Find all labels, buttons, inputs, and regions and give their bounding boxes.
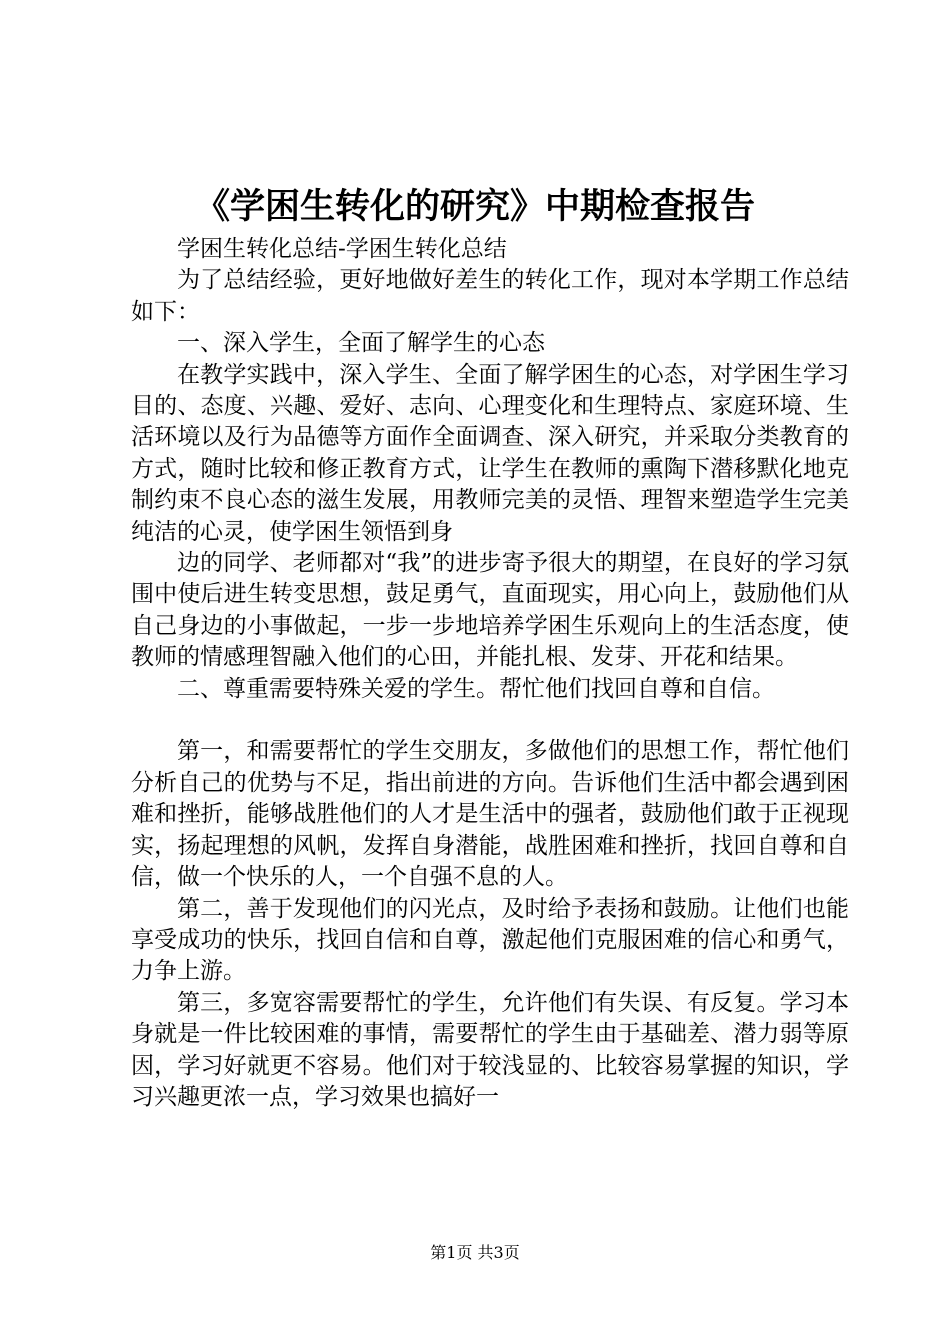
paragraph: 边的同学、老师都对“我”的进步寄予很大的期望，在良好的学习氛围中使后进生转变思想，鼓足勇气，直面现实，用心向上，鼓励他们从自己身边的小事做起，一步一步地培养学困生乐观向上的生活态度，使教师的情感理智融入他们的心田，并能扎根、发芽、开花和结果。 — [131, 550, 849, 671]
section-heading-2: 二、尊重需要特殊关爱的学生。帮忙他们找回自尊和自信。 — [177, 675, 775, 702]
page-number-footer: 第1页 共3页 — [430, 1243, 520, 1262]
document-title: 《学困生转化的研究》中期检查报告 — [194, 186, 755, 227]
section-heading-1: 一、深入学生，全面了解学生的心态 — [177, 330, 545, 357]
paragraph: 在教学实践中，深入学生、全面了解学困生的心态，对学困生学习目的、态度、兴趣、爱好、志向、心理变化和生理特点、家庭环境、生活环境以及行为品德等方面作全面调查、深入研究，并采取分类教育的方式，随时比较和修正教育方式，让学生在教师的熏陶下潜移默化地克制约束不良心态的滋生发展，用教师完美的灵悟、理智来塑造学生完美纯洁的心灵，使学困生领悟到身 — [131, 361, 849, 545]
paragraph: 第一，和需要帮忙的学生交朋友，多做他们的思想工作，帮忙他们分析自己的优势与不足，指出前进的方向。告诉他们生活中都会遇到困难和挫折，能够战胜他们的人才是生活中的强者，鼓励他们敢于正视现实，扬起理想的风帆，发挥自身潜能，战胜困难和挫折，找回自尊和自信，做一个快乐的人，一个自强不息的人。 — [131, 738, 849, 891]
document-body — [131, 234, 849, 1113]
paragraph: 第二，善于发现他们的闪光点，及时给予表扬和鼓励。让他们也能享受成功的快乐，找回自信和自尊，激起他们克服困难的信心和勇气，力争上游。 — [131, 895, 849, 985]
paragraph-intro: 为了总结经验，更好地做好差生的转化工作，现对本学期工作总结如下： — [131, 267, 849, 325]
paragraph-subtitle: 学困生转化总结-学困生转化总结 — [177, 236, 507, 262]
paragraph: 第三，多宽容需要帮忙的学生，允许他们有失误、有反复。学习本身就是一件比较困难的事情，需要帮忙的学生由于基础差、潜力弱等原因，学习好就更不容易。他们对于较浅显的、比较容易掌握的知识，学习兴趣更浓一点，学习效果也搞好一 — [131, 989, 849, 1110]
